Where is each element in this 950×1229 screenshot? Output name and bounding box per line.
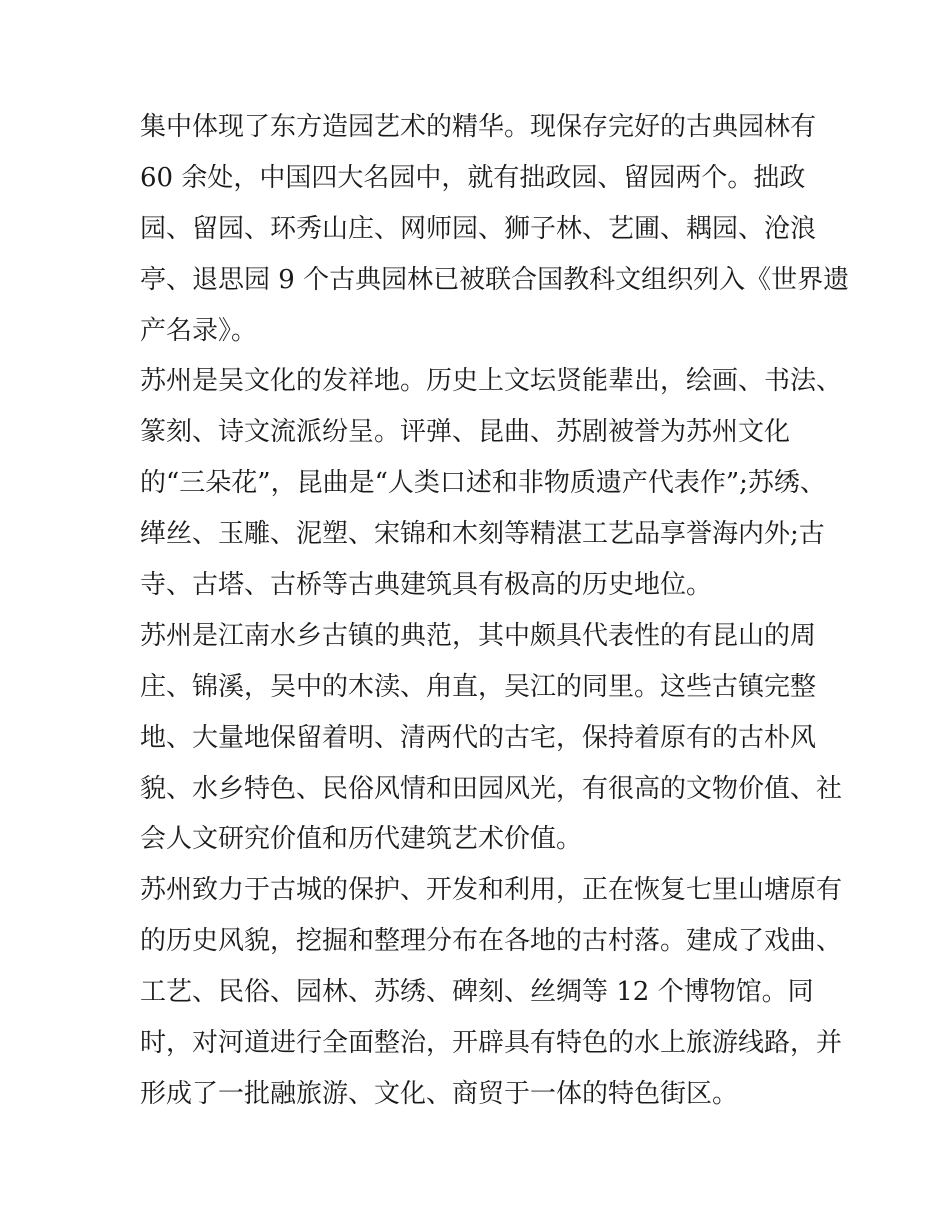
- paragraph-gardens: [140, 102, 850, 356]
- text-line: 苏州是吴文化的发祥地。历史上文坛贤能辈出，绘画、书法、: [140, 366, 843, 397]
- text-line: 工艺、民俗、园林、苏绣、碑刻、丝绸等 12 个博物馆。同: [140, 977, 814, 1008]
- document-page: [140, 102, 850, 1120]
- text-line: 缂丝、玉雕、泥塑、宋锦和木刻等精湛工艺品享誉海内外;古: [140, 519, 825, 550]
- text-line: 的“三朵花”，昆曲是“人类口述和非物质遗产代表作”;苏绣、: [140, 468, 826, 499]
- text-line: 苏州致力于古城的保护、开发和利用，正在恢复七里山塘原有: [140, 875, 843, 906]
- text-line: 产名录》。: [140, 315, 258, 346]
- text-line: 苏州是江南水乡古镇的典范，其中颇具代表性的有昆山的周: [140, 620, 817, 651]
- text-line: 园、留园、环秀山庄、网师园、狮子林、艺圃、耦园、沧浪: [140, 213, 817, 244]
- paragraph-preservation: [140, 865, 843, 1119]
- text-line: 60 余处，中国四大名园中，就有拙政园、留园两个。拙政: [140, 162, 806, 193]
- text-line: 篆刻、诗文流派纷呈。评弹、昆曲、苏剧被誉为苏州文化: [140, 417, 791, 448]
- text-line: 寺、古塔、古桥等古典建筑具有极高的历史地位。: [140, 570, 713, 601]
- text-line: 地、大量地保留着明、清两代的古宅，保持着原有的古朴风: [140, 722, 817, 753]
- text-line: 貌、水乡特色、民俗风情和田园风光，有很高的文物价值、社: [140, 773, 843, 804]
- paragraph-water-towns: [140, 611, 843, 865]
- text-line: 会人文研究价值和历代建筑艺术价值。: [140, 824, 583, 855]
- text-line: 的历史风貌，挖掘和整理分布在各地的古村落。建成了戏曲、: [140, 926, 843, 957]
- text-line: 时，对河道进行全面整治，开辟具有特色的水上旅游线路，并: [140, 1028, 843, 1059]
- text-line: 亭、退思园 9 个古典园林已被联合国教科文组织列入《世界遗: [140, 264, 850, 295]
- text-line: 集中体现了东方造园艺术的精华。现保存完好的古典园林有: [140, 112, 817, 142]
- text-line: 形成了一批融旅游、文化、商贸于一体的特色街区。: [140, 1078, 739, 1109]
- paragraph-wu-culture: [140, 356, 843, 610]
- text-line: 庄、锦溪，吴中的木渎、甪直，吴江的同里。这些古镇完整: [140, 671, 817, 702]
